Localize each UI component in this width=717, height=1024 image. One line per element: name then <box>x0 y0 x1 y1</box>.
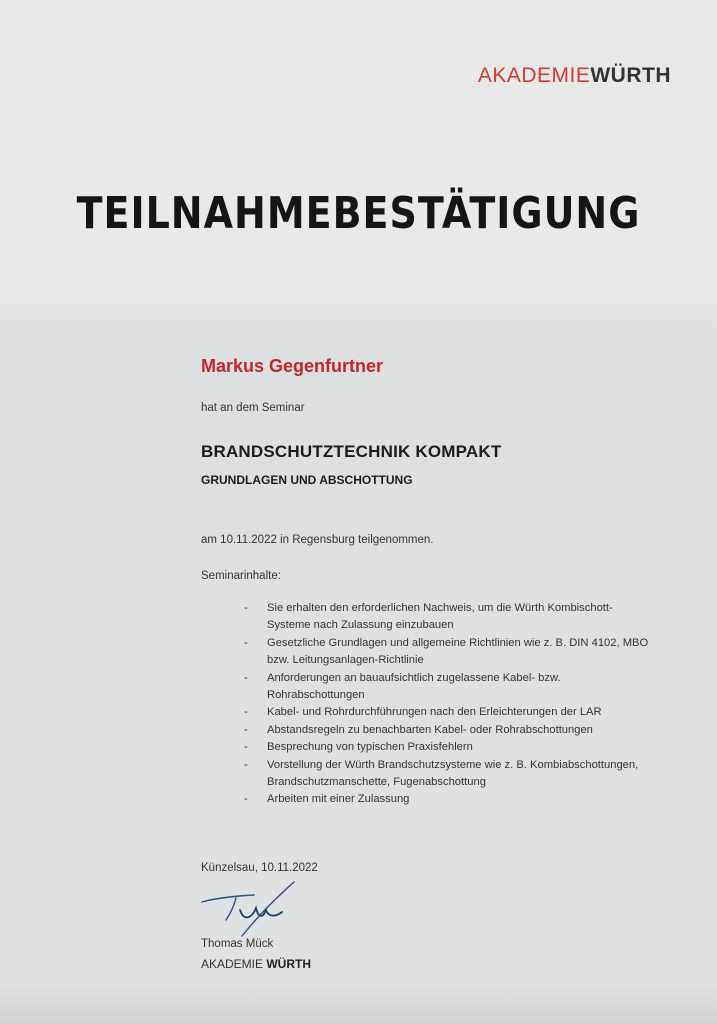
akademie-wuerth-logo <box>478 64 671 88</box>
list-item: - Gesetzliche Grundlagen und allgemeine Richtlinien wie z. B. DIN 4102, MBO bzw. Leitungsanlagen-Richtlinie <box>232 635 652 670</box>
list-item: - Arbeiten mit einer Zulassung <box>232 791 652 808</box>
participant-name: Markus Gegenfurtner <box>201 356 384 376</box>
place-date: Künzelsau, 10.11.2022 <box>201 862 318 874</box>
footer-logo-part1: AKADEMIE <box>201 957 264 971</box>
list-item: - Besprechung von typischen Praxisfehlern <box>232 739 652 756</box>
intro-text: hat an dem Seminar <box>201 402 305 414</box>
contents-label: Seminarinhalte: <box>201 570 281 582</box>
footer-logo <box>201 957 311 971</box>
list-item: - Abstandsregeln zu benachbarten Kabel- oder Rohrabschottungen <box>232 722 652 739</box>
list-item: - Vorstellung der Würth Brandschutzsysteme wie z. B. Kombiabschottungen, Brandschutzmanschette, Fugenabschottung <box>232 757 652 792</box>
seminar-contents-list <box>232 600 652 809</box>
logo-part2: WÜRTH <box>590 64 671 87</box>
list-item: - Kabel- und Rohrdurchführungen nach den Erleichterungen der LAR <box>232 704 652 721</box>
footer-logo-part2: WÜRTH <box>266 957 312 971</box>
seminar-title: BRANDSCHUTZTECHNIK KOMPAKT <box>201 442 502 461</box>
logo-part1: AKADEMIE <box>477 64 591 87</box>
list-item: - Sie erhalten den erforderlichen Nachweis, um die Würth Kombischott-Systeme nach Zulassung einzubauen <box>232 600 652 635</box>
list-item: - Anforderungen an bauaufsichtlich zugelassene Kabel- bzw. Rohrabschottungen <box>232 670 652 705</box>
attendance-text: am 10.11.2022 in Regensburg teilgenommen. <box>201 534 434 546</box>
certificate-title: TEILNAHMEBESTÄTIGUNG <box>76 187 641 239</box>
signature <box>196 862 306 940</box>
seminar-subtitle: GRUNDLAGEN UND ABSCHOTTUNG <box>201 473 413 487</box>
signatory-name: Thomas Mück <box>201 938 274 950</box>
